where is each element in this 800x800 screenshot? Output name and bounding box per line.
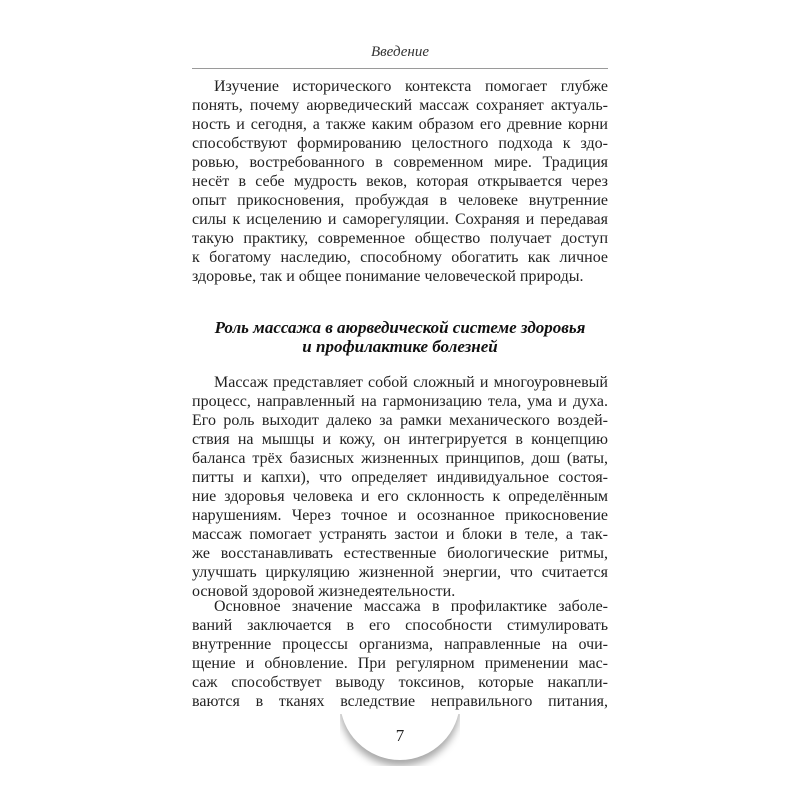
text-line: силы к исцелению и саморегуляции. Сохраняя и передавая <box>192 211 608 228</box>
text-line: опыт прикосновения, пробуждая в человеке внутренние <box>192 192 608 209</box>
paragraph-2 <box>192 373 608 601</box>
text-line: основой здоровой жизнедеятельности. <box>192 583 456 600</box>
page-number: 7 <box>395 726 405 745</box>
header-divider <box>192 68 608 69</box>
text-line: ваний заключается в его способности стимулировать <box>192 617 608 634</box>
text-line: способствуют формированию целостного подхода к здо- <box>192 135 608 152</box>
text-line: внутренние процессы организма, направленные на очи- <box>192 636 608 653</box>
text-line: питты и капхи), что определяет индивидуальное состоя- <box>192 469 608 486</box>
text-line: такую практику, современное общество получает доступ <box>192 230 608 247</box>
text-line: ровью, востребованного в современном мире. Традиция <box>192 154 608 171</box>
text-line: Основное значение массажа в профилактике заболе- <box>214 598 608 615</box>
text-line: процесс, направленный на гармонизацию тела, ума и духа. <box>192 393 608 410</box>
text-line: же восстанавливать естественные биологические ритмы, <box>192 545 608 562</box>
text-line: щение и обновление. При регулярном применении мас- <box>192 655 608 672</box>
text-line: ние здоровья человека и его склонность к определённым <box>192 488 608 505</box>
text-line: массаж помогает устранять застои и блоки в теле, а так- <box>192 526 608 543</box>
text-line: несёт в себе мудрость веков, которая открывается через <box>192 173 608 190</box>
text-line: ствия на мышцы и кожу, он интегрируется в концепцию <box>192 431 608 448</box>
text-line: ность и сегодня, а также каким образом его древние корни <box>192 116 608 133</box>
paragraph-1 <box>192 77 608 286</box>
text-line: к богатому наследию, способному обогатить как личное <box>192 249 608 266</box>
text-line: Его роль выходит далеко за рамки механического воздей- <box>192 412 608 429</box>
text-line: понять, почему аюрведический массаж сохраняет актуаль- <box>192 97 608 114</box>
section-heading-line: и профилактике болезней <box>302 337 498 356</box>
text-line: здоровье, так и общее понимание человеческой природы. <box>192 268 584 285</box>
section-heading <box>192 318 608 356</box>
text-line: Изучение исторического контекста помогает глубже <box>214 78 608 95</box>
text-line: нарушениям. Через точное и осознанное прикосновение <box>192 507 608 524</box>
text-line: баланса трёх базисных жизненных принципов, дош (ваты, <box>192 450 608 467</box>
text-line: Массаж представляет собой сложный и многоуровневый <box>214 374 608 391</box>
text-line: саж способствует выводу токсинов, которые накапли- <box>192 674 608 691</box>
section-heading-line: Роль массажа в аюрведической системе здоровья <box>214 318 586 337</box>
paragraph-3 <box>192 597 608 711</box>
text-line: улучшать циркуляцию жизненной энергии, что считается <box>192 564 608 581</box>
running-header: Введение <box>371 44 429 60</box>
text-line: ваются в тканях вследствие неправильного питания, <box>192 693 608 710</box>
